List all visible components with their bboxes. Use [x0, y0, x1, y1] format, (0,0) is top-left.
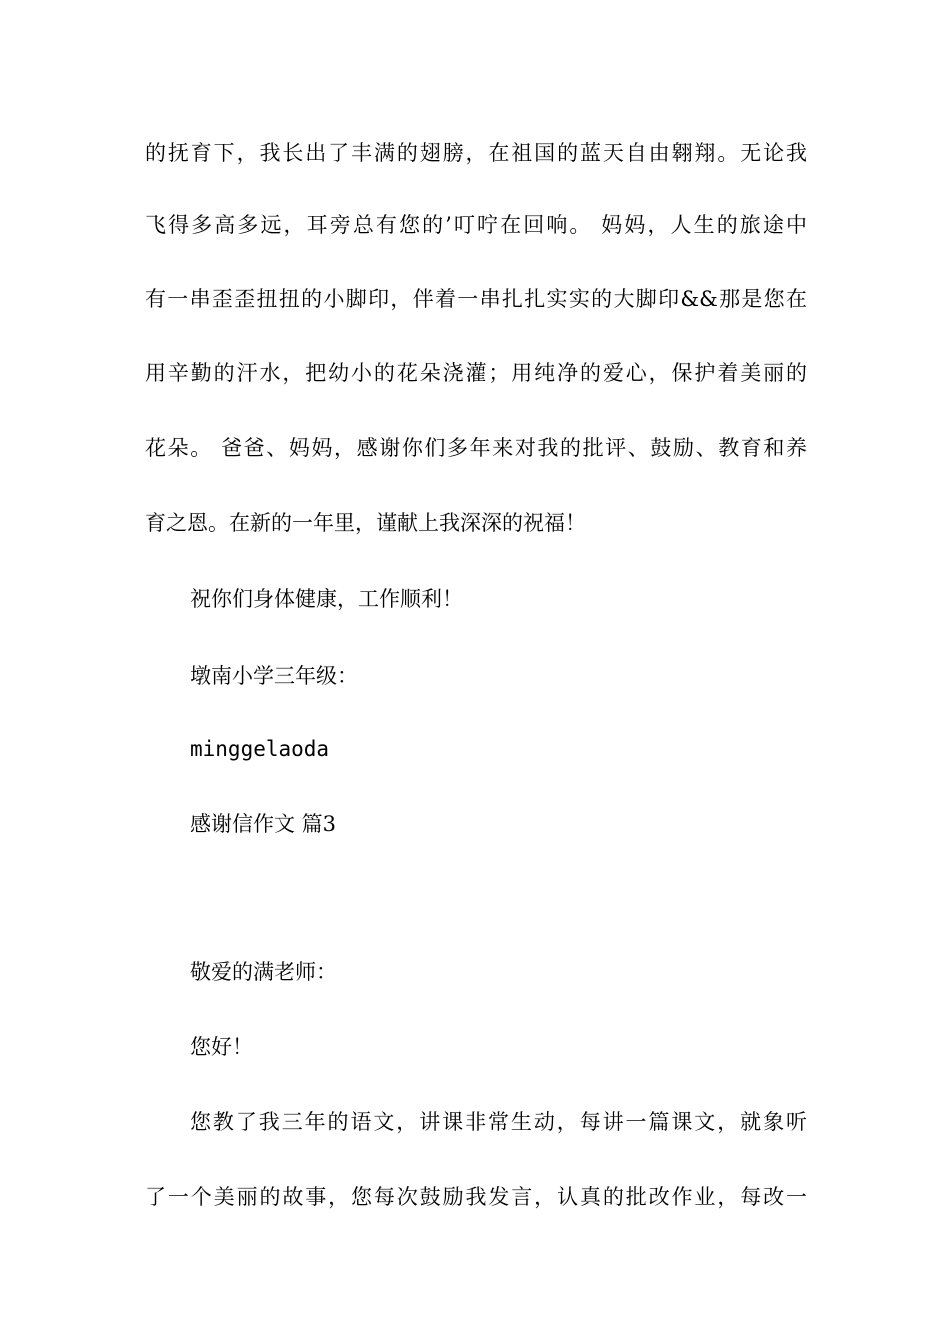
paragraph-line-6: 育之恩。在新的一年里，谨献上我深深的祝福！ [145, 511, 586, 535]
greeting-line: 您好！ [190, 1035, 253, 1059]
school-line: 墩南小学三年级： [190, 664, 358, 688]
section-title: 感谢信作文 篇3 [190, 812, 337, 836]
author-line: minggelaoda [190, 737, 330, 761]
body-line-2: 了一个美丽的故事，您每次鼓励我发言，认真的批改作业，每改一 [145, 1185, 807, 1209]
paragraph-line-3: 有一串歪歪扭扭的小脚印，伴着一串扎扎实实的大脚印&&那是您在 [145, 287, 807, 311]
body-line-1: 您教了我三年的语文，讲课非常生动，每讲一篇课文，就象听 [190, 1110, 807, 1134]
paragraph-line-5: 花朵。 爸爸、妈妈，感谢你们多年来对我的批评、鼓励、教育和养 [145, 436, 807, 460]
paragraph-line-2: 飞得多高多远，耳旁总有您的’叮咛在回响。 妈妈，人生的旅途中 [145, 213, 807, 237]
paragraph-line-4: 用辛勤的汗水，把幼小的花朵浇灌；用纯净的爱心，保护着美丽的 [145, 361, 807, 385]
wish-line: 祝你们身体健康，工作顺利！ [190, 587, 463, 611]
paragraph-line-1: 的抚育下，我长出了丰满的翅膀，在祖国的蓝天自由翱翔。无论我 [145, 141, 807, 165]
salutation-line: 敬爱的满老师： [190, 960, 337, 984]
